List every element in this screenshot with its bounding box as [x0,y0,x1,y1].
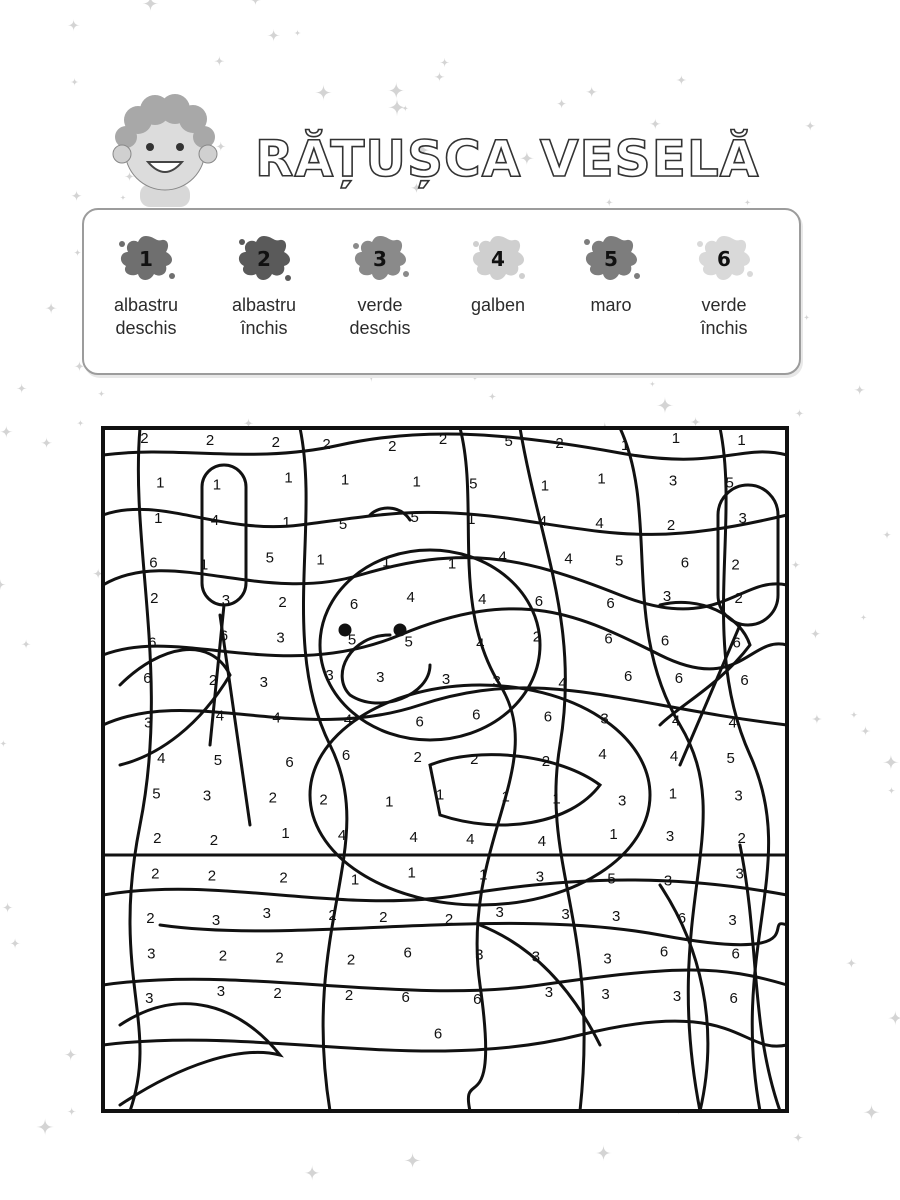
star-icon [315,84,332,101]
region-number: 6 [349,595,359,613]
legend-label-line1: verde [701,295,747,315]
star-icon [77,420,84,427]
star-icon [860,726,870,736]
region-number: 4 [498,548,507,566]
star-icon [294,30,301,37]
region-number: 1 [621,436,630,454]
legend-item-3 [320,230,440,340]
star-icon [434,72,444,82]
region-number: 2 [541,752,551,770]
region-number: 4 [558,674,567,692]
star-icon [472,375,478,381]
star-icon [488,393,496,401]
region-number: 3 [202,787,212,805]
region-number: 6 [624,667,633,685]
region-number: 3 [262,904,271,922]
paint-splat-icon [466,230,530,286]
region-number: 2 [470,750,479,768]
region-number: 3 [441,670,451,688]
legend-label-line1: albastru [113,295,179,315]
region-number: 3 [612,907,621,925]
region-number: 2 [207,867,217,885]
star-icon [41,437,53,449]
region-number: 4 [538,512,548,530]
star-icon [586,86,598,98]
region-number: 1 [467,510,476,528]
region-number: 3 [216,982,226,1000]
region-number: 2 [151,865,160,883]
region-number: 5 [338,515,348,533]
star-icon [440,58,449,67]
region-number: 1 [540,477,550,495]
region-number: 3 [668,472,678,490]
legend-item-4 [438,230,558,317]
legend-label-line2: închis [240,318,288,338]
region-number: 3 [603,950,612,968]
region-number: 4 [343,711,353,729]
legend-item-6 [664,230,784,340]
region-number: 3 [495,903,504,921]
star-icon [744,199,750,205]
legend-number: 2 [257,247,271,271]
star-icon [70,78,78,86]
star-icon [67,1107,76,1116]
page-title: RĂȚUȘCA VESELĂ [255,130,760,188]
star-icon [214,56,224,66]
legend-item-2 [204,230,324,340]
region-number: 3 [325,666,334,684]
legend-label-line2: deschis [349,318,411,338]
star-icon [888,1011,900,1026]
region-number: 6 [543,708,553,726]
region-number: 6 [604,630,613,648]
legend-label-line1: galben [470,295,526,315]
region-number: 3 [259,673,268,691]
region-number: 1 [668,785,678,803]
star-icon [142,0,158,12]
region-number: 2 [731,556,740,574]
star-icon [250,0,261,6]
region-number: 2 [444,910,454,928]
region-number: 6 [415,713,424,731]
legend-number: 4 [491,247,505,271]
region-number: 1 [552,790,561,808]
star-icon [656,397,673,414]
region-number: 3 [492,672,501,690]
paint-splat-icon [348,230,412,286]
region-number: 5 [469,475,478,493]
star-icon [0,740,7,747]
region-number: 4 [537,832,547,850]
star-icon [0,425,13,438]
region-number: 1 [340,471,350,489]
region-number: 2 [322,435,331,453]
region-number: 2 [218,947,228,965]
star-icon [883,754,899,770]
region-number: 5 [347,631,357,649]
region-number: 2 [555,434,564,452]
region-number: 2 [413,748,422,766]
region-number: 2 [438,430,448,448]
region-number: 1 [212,476,222,494]
region-number: 6 [148,634,157,652]
star-icon [304,1165,320,1181]
region-number: 5 [265,549,274,567]
region-number: 6 [403,944,412,962]
star-icon [812,714,823,725]
region-number: 2 [153,829,162,847]
star-icon [793,1132,804,1143]
region-number: 1 [199,556,209,574]
region-number: 3 [728,911,737,929]
region-number: 2 [150,589,159,607]
color-legend [82,208,801,375]
region-number: 6 [740,671,749,689]
coloring-puzzle [100,425,790,1115]
region-number: 6 [285,753,294,771]
star-icon [71,190,83,202]
star-icon [791,560,800,569]
region-number: 6 [472,706,481,724]
region-number: 2 [268,789,277,807]
star-icon [387,82,405,100]
region-number: 4 [728,714,737,732]
region-number: 2 [278,593,287,611]
region-number: 1 [154,509,163,527]
region-number: 4 [210,511,220,529]
region-number: 2 [532,628,542,646]
region-number: 6 [731,945,740,963]
star-icon [850,711,858,719]
star-icon [267,29,280,42]
region-number: 3 [531,948,541,966]
star-icon [649,381,655,387]
region-number: 3 [147,945,156,963]
region-number: 2 [205,431,215,449]
region-number: 5 [725,474,734,492]
star-icon [388,98,406,116]
region-number: 4 [669,747,679,765]
region-number: 3 [376,668,385,686]
region-number: 4 [337,826,347,844]
star-icon [854,384,865,395]
region-number: 3 [672,987,682,1005]
legend-item-1 [86,230,206,340]
region-number: 2 [344,986,354,1004]
region-number: 1 [597,470,606,488]
region-number: 1 [412,473,421,491]
legend-label-line1: verde [357,295,403,315]
star-icon [404,1152,421,1169]
region-number: 4 [215,707,225,725]
star-icon [595,1145,611,1161]
region-number: 5 [152,785,161,803]
region-number: 1 [385,793,394,811]
legend-number: 6 [717,247,731,271]
star-icon [74,249,82,257]
region-number: 5 [213,751,223,769]
kid-avatar-icon [100,92,230,207]
star-icon [17,383,27,393]
region-number: 2 [734,589,743,607]
region-number: 3 [475,946,484,964]
region-number: 3 [735,865,744,883]
star-icon [883,530,892,539]
region-number: 6 [433,1025,443,1043]
star-icon [860,614,866,620]
region-number: 2 [140,429,149,447]
region-number: 1 [382,553,391,571]
region-number: 6 [660,632,670,650]
region-number: 2 [271,433,280,451]
region-number: 6 [606,594,615,612]
region-number: 4 [478,590,487,608]
star-icon [36,1118,54,1136]
star-icon [67,19,79,31]
star-icon [805,120,816,131]
star-icon [45,302,57,314]
legend-label-line2: deschis [115,318,177,338]
region-number: 1 [501,788,510,806]
region-number: 3 [618,792,627,810]
region-number: 6 [219,627,229,645]
region-number: 3 [535,868,545,886]
region-number: 1 [156,474,165,492]
legend-label-line1: maro [590,295,632,315]
region-number: 1 [609,825,618,843]
legend-label-line2: închis [700,318,748,338]
region-number: 6 [729,989,738,1007]
region-number: 6 [473,990,482,1008]
region-number: 4 [476,635,485,653]
legend-label-line1: albastru [231,295,297,315]
region-number: 6 [732,634,741,652]
region-number: 4 [564,550,573,568]
region-number: 2 [379,908,388,926]
region-number: 6 [680,554,690,572]
star-icon [402,105,409,112]
region-number: 4 [466,830,475,848]
region-number: 3 [145,989,154,1007]
region-number: 3 [144,714,153,732]
legend-number: 1 [139,247,153,271]
region-number: 4 [406,588,415,606]
region-number: 5 [607,870,616,888]
region-number: 1 [479,866,488,884]
region-number: 4 [671,712,681,730]
region-number: 3 [738,509,747,527]
region-number: 5 [404,633,413,651]
region-number: 2 [209,831,219,849]
star-icon [64,1048,77,1061]
region-number: 4 [598,745,607,763]
region-number: 1 [281,824,290,842]
region-number: 5 [726,749,735,767]
star-icon [2,902,13,913]
region-number: 1 [284,469,293,487]
star-icon [98,390,105,397]
region-number: 1 [316,551,325,569]
star-icon [650,118,661,129]
region-number: 2 [388,437,397,455]
region-number: 1 [407,864,416,882]
region-number: 3 [221,591,231,609]
region-number: 6 [143,669,152,687]
region-number: 2 [275,949,284,967]
region-number: 2 [279,869,288,887]
region-number: 2 [273,984,282,1002]
region-number: 3 [734,787,743,805]
region-number: 4 [272,709,281,727]
region-number: 3 [561,905,570,923]
region-number: 3 [665,827,675,845]
region-number: 2 [208,671,218,689]
paint-splat-icon [579,230,643,286]
star-icon [803,314,809,320]
region-number: 5 [615,552,624,570]
region-number: 4 [409,828,418,846]
star-icon [556,98,567,109]
paint-splat-icon [232,230,296,286]
region-number: 6 [677,909,687,927]
region-number: 6 [149,554,158,572]
legend-number: 5 [604,247,618,271]
region-number: 1 [447,555,457,573]
paint-splat-icon [692,230,756,286]
star-icon [795,409,804,418]
region-number: 2 [328,906,337,924]
star-icon [888,787,896,795]
region-number: 3 [663,872,673,890]
region-number: 1 [671,429,681,447]
region-number: 1 [350,871,360,889]
region-number: 6 [401,988,410,1006]
star-icon [21,640,30,649]
region-number: 2 [737,829,746,847]
region-number: 5 [410,508,419,526]
region-number: 6 [534,592,544,610]
legend-number: 3 [373,247,387,271]
region-number: 2 [346,951,356,969]
region-number: 3 [544,983,554,1001]
region-number: 2 [319,791,328,809]
region-number: 2 [146,909,155,927]
region-number: 1 [435,786,445,804]
star-icon [676,75,687,86]
region-number: 6 [674,669,684,687]
region-number: 3 [662,587,672,605]
star-icon [810,628,821,639]
region-number: 4 [595,514,604,532]
star-icon [863,1104,879,1120]
region-number: 3 [211,911,221,929]
region-number: 3 [601,985,610,1003]
region-number: 1 [282,513,291,531]
star-icon [846,958,857,969]
legend-item-5 [551,230,671,317]
paint-splat-icon [114,230,178,286]
star-icon [9,938,20,949]
region-number: 3 [600,710,609,728]
region-number: 2 [666,516,676,534]
region-number: 3 [276,629,285,647]
star-icon [0,579,6,591]
region-number: 6 [341,746,351,764]
region-number: 6 [659,943,669,961]
region-number: 1 [737,431,746,449]
region-number: 5 [504,432,513,450]
region-number: 4 [157,749,166,767]
